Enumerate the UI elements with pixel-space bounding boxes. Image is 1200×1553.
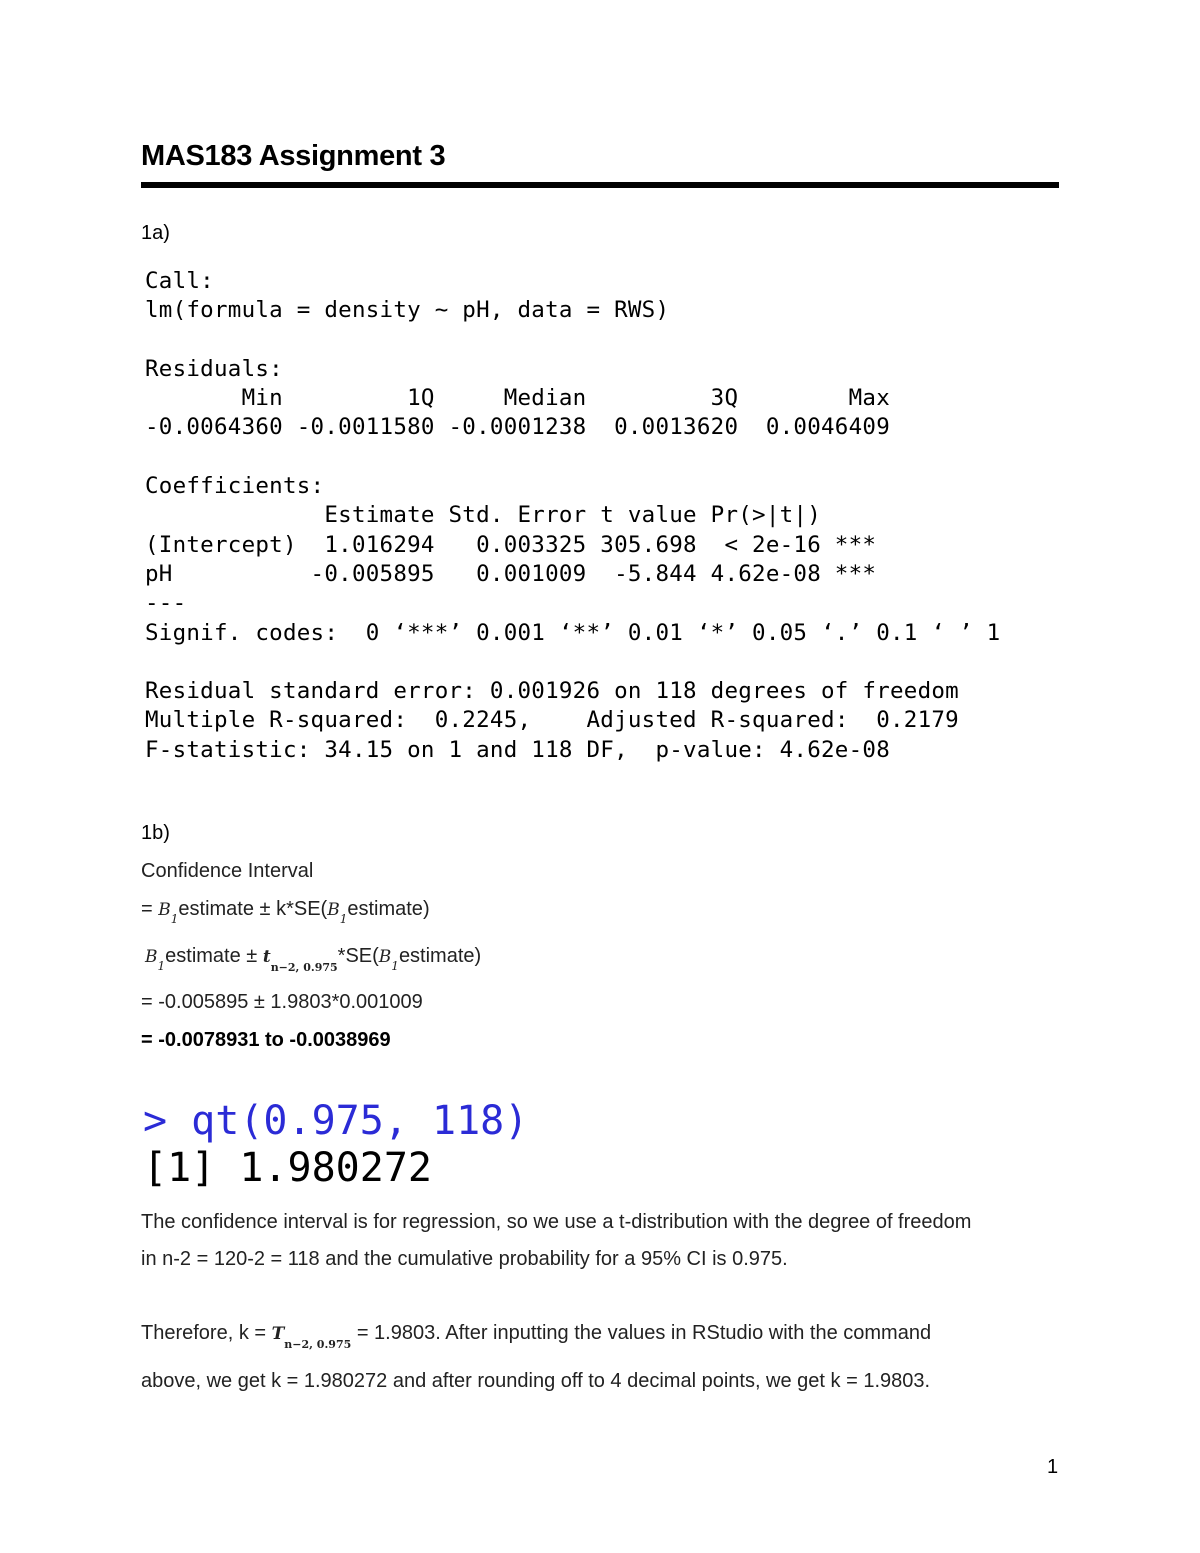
question-1b-label: 1b) [141, 822, 170, 844]
page-number: 1 [1047, 1456, 1059, 1478]
explanation-line: above, we get k = 1.980272 and after rounding off to 4 decimal points, we get k = 1.9803. [141, 1370, 931, 1392]
explanation-line: Therefore, $k = T_{n-2, 0.975} = 1.9803$. After inputting the values in RStudio with the command [141, 1322, 932, 1351]
output-line: F-statistic: 34.15 on 1 and 118 DF, p-value: 4.62e-08 [145, 736, 890, 763]
output-line: lm(formula = density ~ pH, data = RWS) [145, 297, 670, 324]
document-title: MAS183 Assignment 3 [141, 140, 446, 172]
r-regression-output [145, 267, 1000, 765]
output-line: --- [145, 590, 187, 617]
explanation-line: in n-2 = 120-2 = 118 and the cumulative probability for a 95% CI is 0.975. [141, 1248, 788, 1270]
output-line: Residual standard error: 0.001926 on 118 degrees of freedom [145, 678, 959, 705]
output-line: Min 1Q Median 3Q Max [145, 385, 904, 412]
output-line: (Intercept) 1.016294 0.003325 305.698 < 2e-16 *** [145, 531, 877, 558]
ci-result: = -0.0078931 to -0.0038969 [141, 1029, 391, 1051]
ci-heading: Confidence Interval [141, 860, 314, 882]
r-console-command: > qt(0.975, 118) [143, 1098, 529, 1144]
explanation-line: The confidence interval is for regression, so we use a t-distribution with the degree of freedom [141, 1211, 972, 1233]
output-line: pH -0.005895 0.001009 -5.844 4.62e-08 *** [145, 560, 877, 587]
title-underline [141, 182, 1059, 188]
output-line: Call: [145, 268, 214, 294]
ci-substitution-line: = -0.005895 ± 1.9803*0.001009 [141, 991, 423, 1013]
output-line: Estimate Std. Error t value Pr(>|t|) [145, 502, 877, 529]
ci-t-formula-line: $B_1estimate$ ± $t_{n-2, 0.975}*SE(B_1estimate)$ [145, 945, 482, 974]
output-line: Coefficients: [145, 473, 325, 500]
output-line: Residuals: [145, 355, 283, 382]
output-line: Multiple R-squared: 0.2245, Adjusted R-squared: 0.2179 [145, 707, 973, 734]
output-line: -0.0064360 -0.0011580 -0.0001238 0.0013620 0.0046409 [145, 414, 904, 441]
output-line: Signif. codes: 0 ‘***’ 0.001 ‘**’ 0.01 ‘*’ 0.05 ‘.’ 0.1 ‘ ’ 1 [145, 619, 1001, 646]
ci-formula-line: = $B_1estimate$ ± $k*SE(B_1estimate)$ [141, 898, 430, 926]
question-1a-label: 1a) [141, 222, 170, 244]
r-console-output: [1] 1.980272 [143, 1145, 432, 1191]
